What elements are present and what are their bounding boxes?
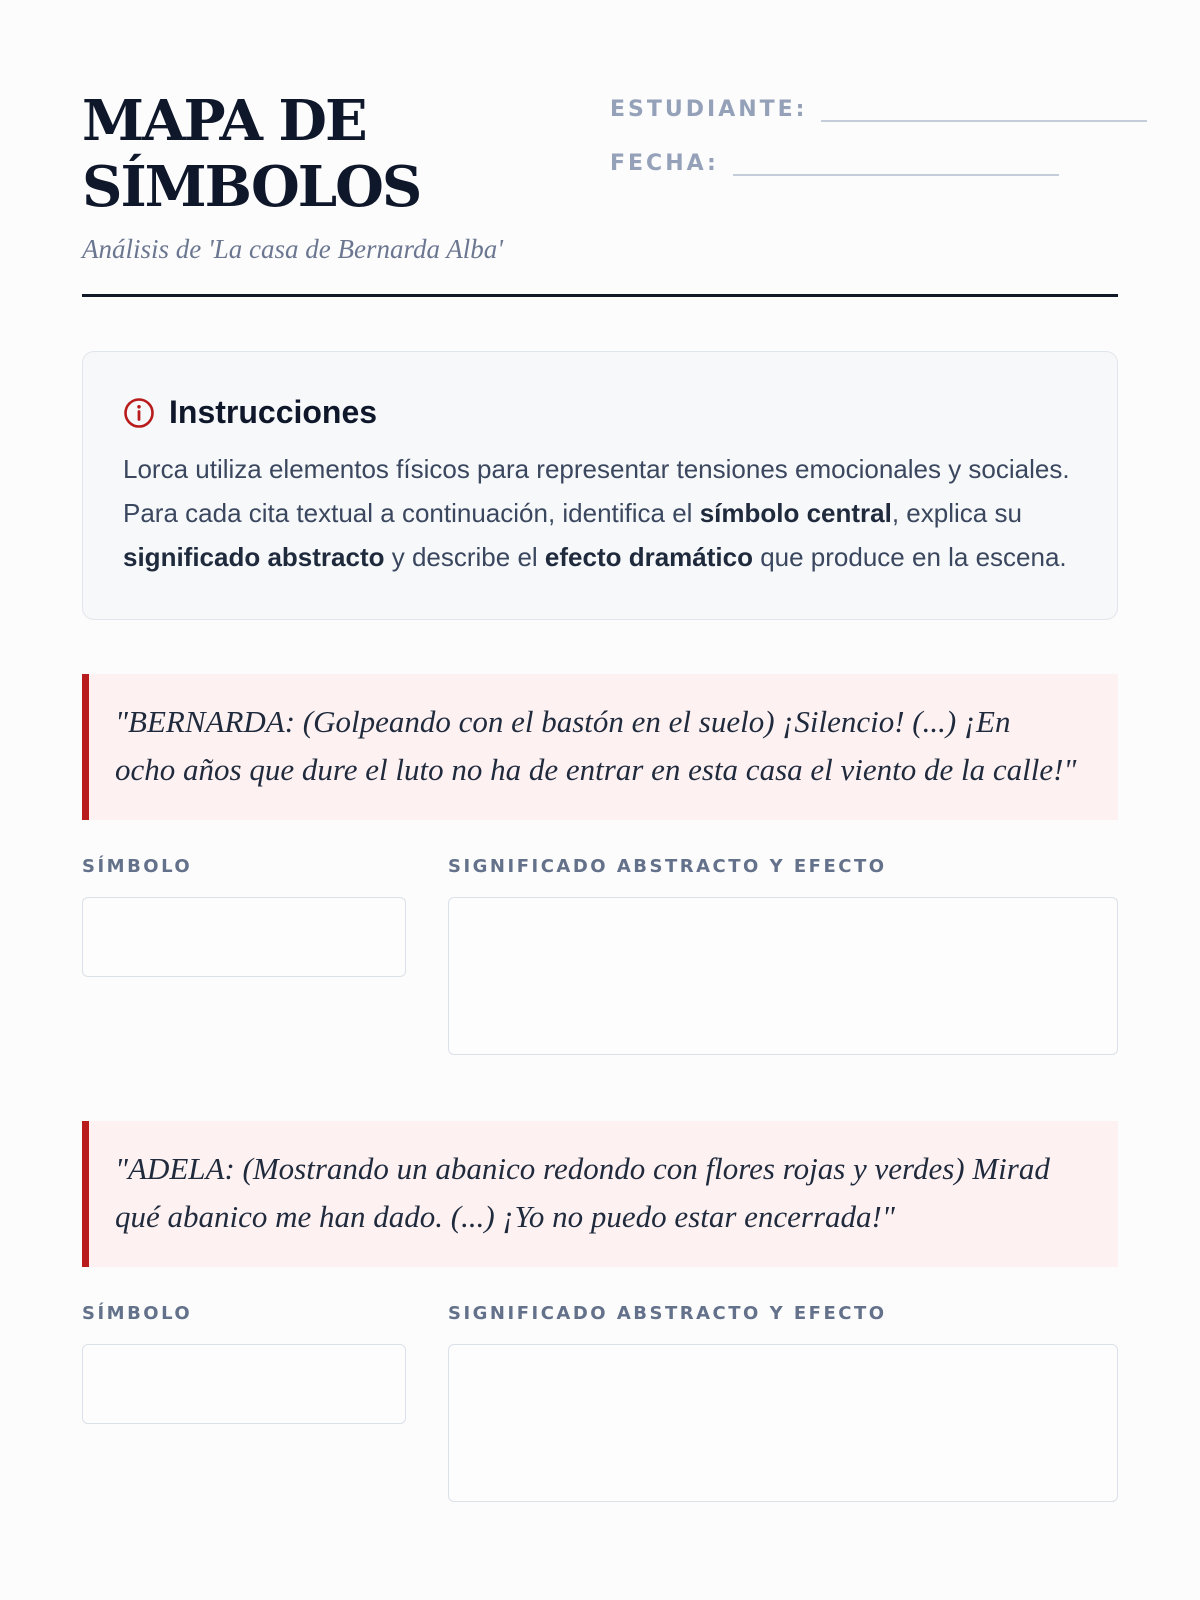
student-field-row (610, 84, 1147, 122)
info-circle-icon (123, 397, 155, 429)
instructions-text-part: y describe el (384, 542, 545, 572)
date-label: FECHA: (610, 151, 719, 176)
answer-row (82, 1303, 1118, 1502)
page-title (82, 88, 542, 220)
symbol-column (82, 856, 406, 1055)
date-field-row (610, 138, 1147, 176)
quote-block: "BERNARDA: (Golpeando con el bastón en el suelo) ¡Silencio! (...) ¡En ocho años que dure el luto no ha de entrar en esta casa el viento de la calle!" (82, 674, 1118, 820)
student-label: ESTUDIANTE: (610, 97, 808, 122)
symbol-label: SÍMBOLO (82, 1303, 193, 1324)
meaning-textarea[interactable] (448, 897, 1118, 1055)
meaning-label: SIGNIFICADO ABSTRACTO Y EFECTO (448, 856, 887, 877)
student-fields (610, 84, 1147, 192)
answer-row (82, 856, 1118, 1055)
quote-block: "ADELA: (Mostrando un abanico redondo con flores rojas y verdes) Mirad qué abanico me han dado. (...) ¡Yo no puedo estar encerrada!" (82, 1121, 1118, 1267)
instructions-text-part: , explica su (891, 498, 1022, 528)
meaning-column (448, 856, 1118, 1055)
date-input[interactable] (733, 150, 1059, 176)
symbol-column (82, 1303, 406, 1502)
symbol-input[interactable] (82, 897, 406, 977)
header-divider (82, 294, 1118, 297)
header (82, 0, 1118, 264)
meaning-label: SIGNIFICADO ABSTRACTO Y EFECTO (448, 1303, 887, 1324)
student-name-input[interactable] (821, 96, 1147, 122)
page-subtitle: Análisis de 'La casa de Bernarda Alba' (82, 234, 504, 264)
title-line-1: MAPA DE (82, 88, 366, 154)
instructions-title: Instrucciones (169, 394, 378, 430)
meaning-textarea[interactable] (448, 1344, 1118, 1502)
instructions-bold-meaning: significado abstracto (123, 542, 385, 572)
instructions-text-part: Lorca utiliza elementos físicos para representar tensiones emocionales y sociales. Para cada cita textual a continuación, identifica el (123, 454, 1070, 528)
symbol-label: SÍMBOLO (82, 856, 193, 877)
instructions-bold-symbol: símbolo central (699, 498, 892, 528)
title-line-2: SÍMBOLOS (82, 154, 421, 220)
instructions-text-part: que produce en la escena. (752, 542, 1067, 572)
symbol-input[interactable] (82, 1344, 406, 1424)
instructions-bold-effect: efecto dramático (544, 542, 753, 572)
instructions-box (82, 351, 1118, 620)
instructions-text (123, 447, 1077, 579)
instructions-heading (123, 394, 1077, 431)
meaning-column (448, 1303, 1118, 1502)
symbol-exercise-2 (82, 1121, 1118, 1502)
symbol-exercise-1 (82, 674, 1118, 1055)
